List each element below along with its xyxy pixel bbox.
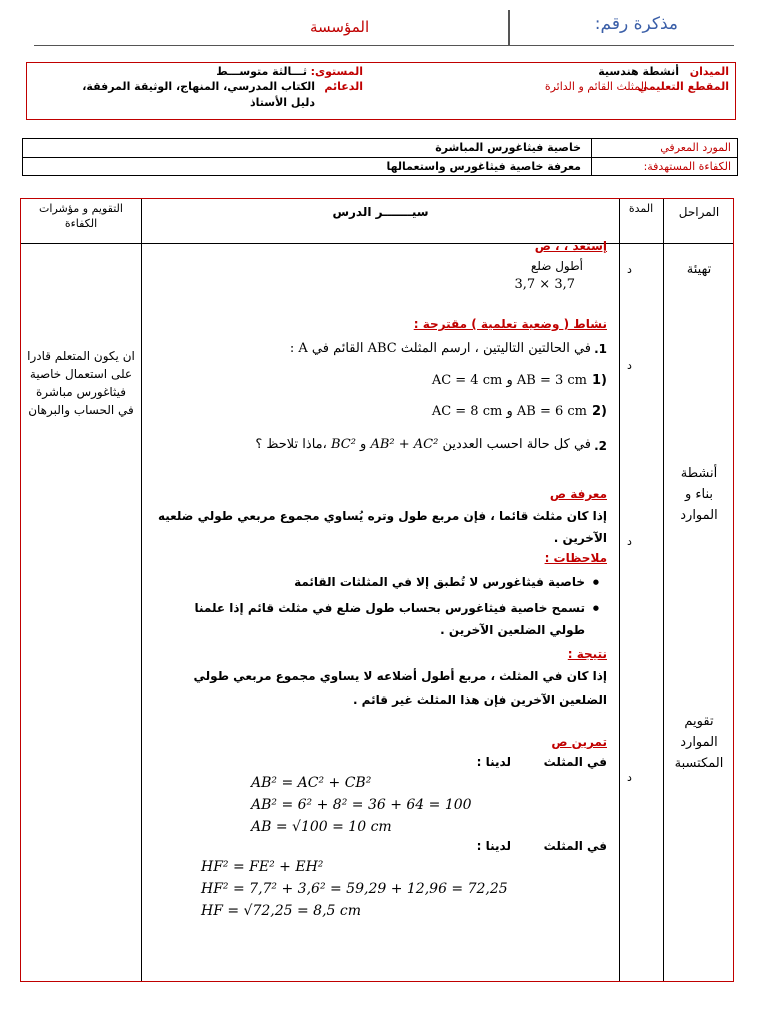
note-2-line-1: تسمح خاصية فيثاغورس بحساب طول ضلع في مثلث قائم إذا علمنا ●	[195, 601, 585, 615]
col-divider-stages	[663, 199, 664, 981]
domain-label: الميدان	[689, 65, 729, 78]
activity-2-expr-2: BC²	[330, 437, 356, 452]
memo-number-label: مذكرة رقم:	[594, 14, 678, 34]
target-competence-value: معرفة خاصية فيثاغورس واستعمالها	[386, 160, 581, 173]
activity-2-tail: ،ماذا تلاحظ ؟	[255, 437, 327, 452]
result-line-1: إذا كان في المثلث ، مربع أطول أضلاعه لا يساوي مجموع مربعي طولي	[193, 669, 607, 683]
col-header-evaluation: التقويم و مؤشرات الكفاءة	[39, 202, 123, 230]
knowledge-title: معرفة ص	[549, 487, 607, 501]
exercise-title: تمرين ص	[551, 735, 607, 749]
activity-1-number: 1.	[594, 342, 607, 356]
header-divider	[508, 10, 510, 46]
note-2-line-2: طولي الضلعين الآخرين .	[440, 623, 585, 637]
segment-label: المقطع التعليمي	[637, 80, 729, 93]
note-1: خاصية فيثاغورس لا تُطبق إلا في المثلثات القائمة ●	[294, 575, 585, 589]
result-title: نتيجة :	[567, 647, 607, 661]
case-1-number: (1	[592, 373, 607, 388]
level-label: المستوى:	[310, 65, 363, 78]
equation-3: AB = √100 = 10 cm	[251, 819, 392, 835]
duration-knowledge: د	[627, 535, 632, 548]
evaluation-indicator: ان يكون المتعلم قادرا على استعمال خاصية فيثاغورس مباشرة في الحساب والبرهان	[27, 349, 135, 417]
resource-table	[22, 138, 738, 176]
knowledge-line-2: الآخرين .	[553, 531, 607, 545]
stage-building-resources	[664, 463, 734, 526]
equation-6: HF = √72,25 = 8,5 cm	[201, 903, 362, 919]
result-line-2: الضلعين الآخرين فإن هذا المثلث غير قائم .	[352, 693, 607, 707]
equation-4: HF² = FE² + EH²	[201, 859, 324, 875]
col-header-stages: المراحل	[678, 205, 720, 219]
exercise-in-triangle-2: في المثلث	[543, 839, 607, 853]
activity-2-text	[255, 437, 591, 452]
prep-line-2: 3,7 × 3,7	[514, 277, 575, 292]
stage-evaluation	[664, 711, 734, 774]
exercise-in-triangle-1: في المثلث	[543, 755, 607, 769]
activity-2-and: و	[360, 437, 367, 452]
level-value: ثـــالثة متوســـط	[216, 65, 307, 78]
lesson-table	[20, 198, 734, 982]
resource-col-divider	[591, 139, 592, 175]
domain-value: أنشطة هندسية	[598, 65, 679, 78]
knowledge-line-1: إذا كان مثلث قائما ، فإن مربع طول وتره يُساوي مجموع مربعي طولي ضلعيه	[157, 509, 607, 523]
equation-2: AB² = 6² + 8² = 36 + 64 = 100	[251, 797, 472, 813]
cognitive-resource-label: المورد المعرفي	[660, 141, 731, 154]
equation-5: HF² = 7,7² + 3,6² = 59,29 + 12,96 = 72,25	[201, 881, 508, 897]
equation-1: AB² = AC² + CB²	[251, 775, 372, 791]
stage-eval-line1: تقويم	[684, 714, 714, 729]
duration-prep: د	[627, 263, 632, 276]
supports-value: الكتاب المدرسي، المنهاج، الوثيقة المرفقة،	[82, 80, 315, 93]
col-divider-lesson	[141, 199, 142, 981]
resource-row-divider	[23, 157, 737, 158]
stage-building-line1: أنشطة	[680, 466, 718, 481]
supports-label: الدعائم	[324, 80, 363, 93]
cognitive-resource-value: خاصية فيثاغورس المباشرة	[435, 141, 581, 154]
activity-2-expr-1: AB² + AC²	[370, 437, 439, 452]
case-1-text: AB = 3 cm و AC = 4 cm	[431, 373, 587, 388]
info-box	[26, 62, 736, 120]
segment-value: المثلث القائم و الدائرة	[544, 80, 647, 93]
stage-eval-line3: المكتسبة	[674, 756, 724, 771]
activity-2-lead: في كل حالة احسب العددين	[442, 437, 591, 452]
activity-1-text: في الحالتين التاليتين ، ارسم المثلث ABC القائم في A :	[289, 341, 591, 356]
duration-activity: د	[627, 359, 632, 372]
case-2-text: AB = 6 cm و AC = 8 cm	[431, 404, 587, 419]
stage-eval-line2: الموارد	[680, 735, 718, 750]
prep-title: إستعد ، ، ص	[534, 239, 607, 253]
stage-preparation: تهيئة	[686, 262, 712, 277]
col-divider-duration	[619, 199, 620, 981]
activity-2-number: 2.	[594, 439, 607, 453]
col-header-lesson: سيـــــــر الدرس	[332, 205, 429, 219]
target-competence-label: الكفاءة المستهدفة:	[643, 160, 731, 173]
stage-building-line2: بناء و	[684, 487, 714, 502]
institution-label: المؤسسة	[310, 18, 370, 36]
supports-value-2: دليل الأستاذ	[250, 96, 315, 109]
case-2-number: (2	[592, 404, 607, 419]
stage-building-line3: الموارد	[680, 508, 718, 523]
header-underline	[34, 45, 734, 46]
activity-title: نشاط ( وضعية تعلمية ) مقترحة :	[413, 317, 607, 331]
col-header-duration: المدة	[628, 202, 654, 215]
prep-line-1: أطول ضلع	[530, 259, 583, 273]
header-row-divider	[21, 243, 733, 244]
exercise-we-have-1: لدينا :	[476, 755, 511, 769]
duration-exercise: د	[627, 771, 632, 784]
exercise-we-have-2: لدينا :	[476, 839, 511, 853]
notes-title: ملاحظات :	[544, 551, 607, 565]
